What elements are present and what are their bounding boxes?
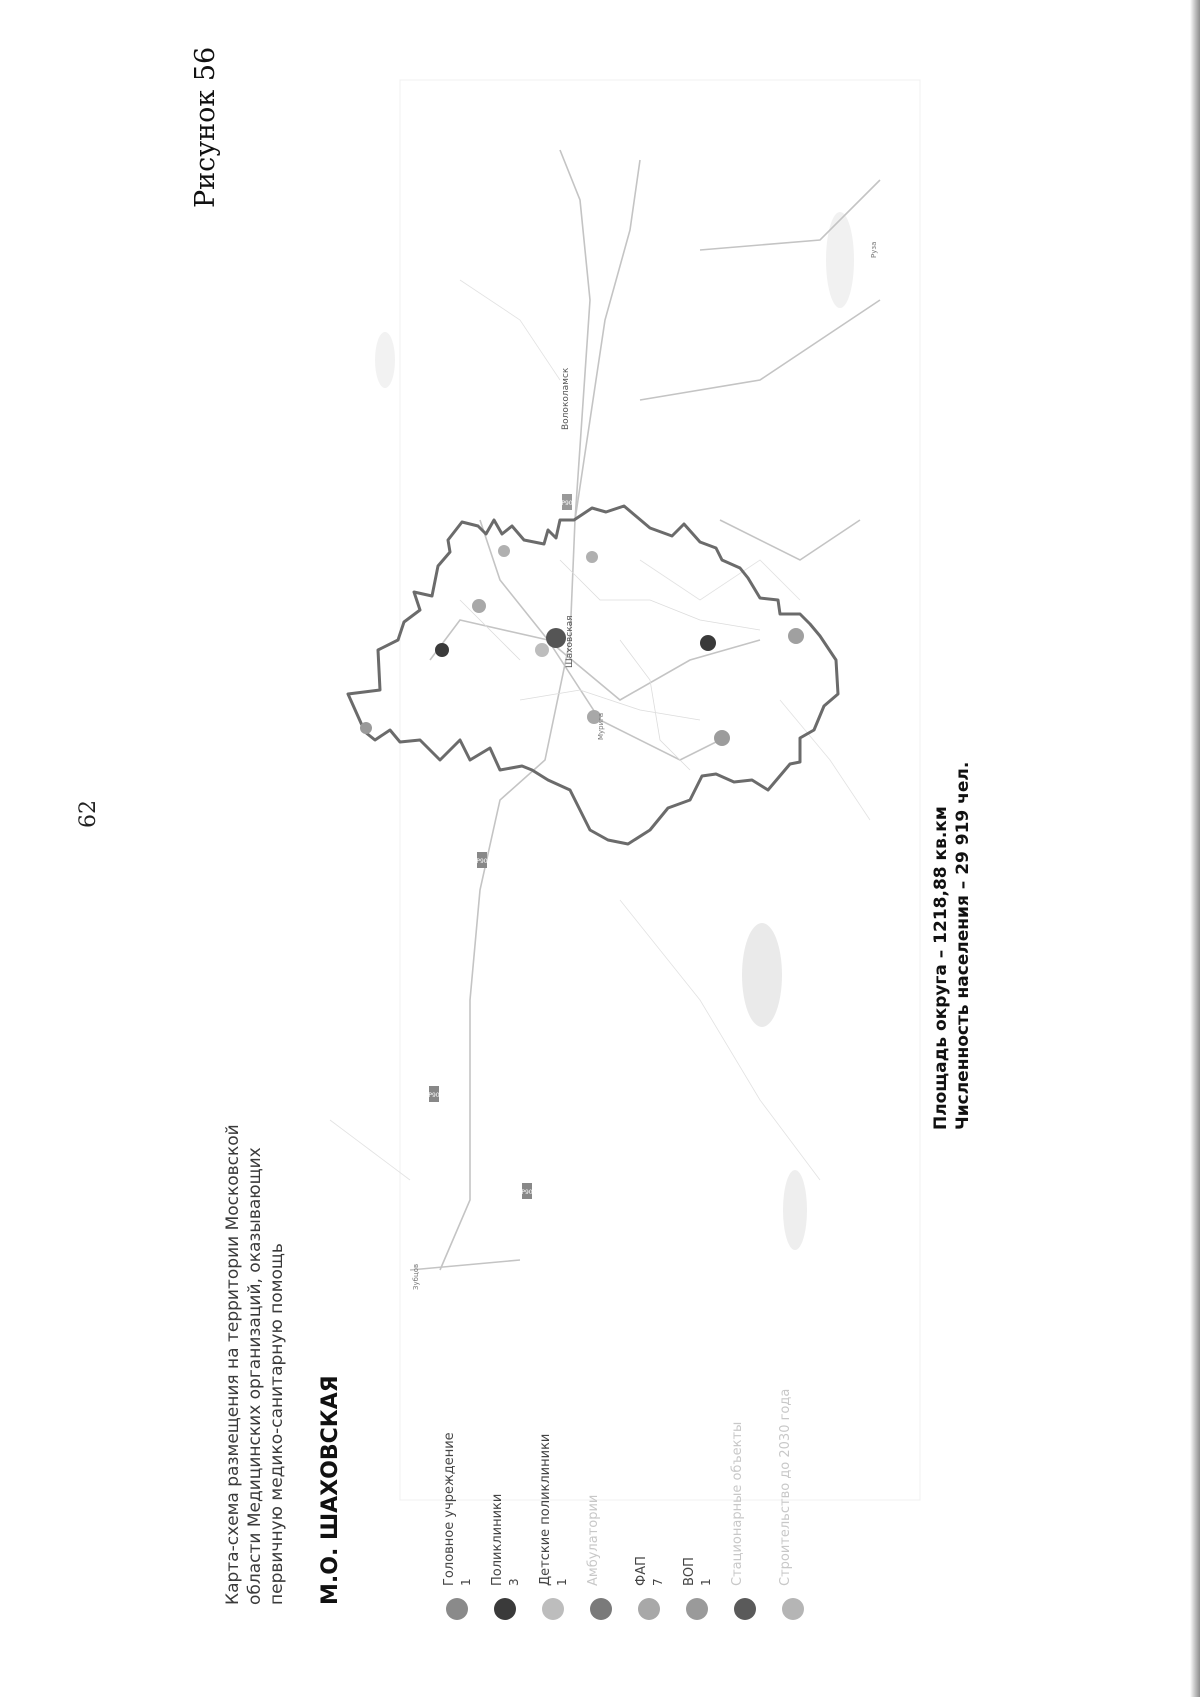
map-title-line: первичную медико-санитарную помощь (267, 1243, 287, 1605)
minor-road (460, 280, 560, 380)
page-number: 62 (76, 800, 101, 828)
legend-fap (634, 1140, 674, 1620)
legend-label: Амбулатории (586, 1494, 601, 1586)
minor-road (640, 560, 800, 600)
legend-ambulatories (586, 1140, 626, 1620)
svg-text:Р90: Р90 (521, 1189, 533, 1196)
marker-fap (788, 628, 804, 644)
figure-label: Рисунок 56 (190, 46, 221, 208)
road (560, 150, 590, 520)
road (640, 300, 880, 400)
road-shield (561, 494, 572, 510)
marker-children-polyclinic (535, 643, 549, 657)
district-stats (930, 762, 974, 1130)
legend-inpatient-objects (730, 1140, 770, 1620)
road (480, 520, 548, 640)
legend-label: ФАП (634, 1556, 649, 1586)
legend-dot (734, 1598, 756, 1620)
legend-dot (638, 1598, 660, 1620)
map-title-line: области Медицинских организаций, оказывающих (245, 1147, 265, 1605)
legend-count: 1 (699, 1578, 713, 1586)
legend-dot (446, 1598, 468, 1620)
legend-label: Головное учреждение (442, 1432, 457, 1586)
place-muriga: Мурига (597, 712, 605, 740)
legend-dot (686, 1598, 708, 1620)
marker-head-institution (546, 628, 566, 648)
legend-label: Поликлиники (490, 1493, 505, 1586)
svg-text:Р90: Р90 (476, 858, 488, 865)
road-shield (476, 852, 487, 868)
place-zubtsov: Зубцов (412, 1263, 420, 1290)
svg-text:Р90: Р90 (561, 500, 573, 507)
place-shakhovskaya: Шаховская (565, 615, 575, 668)
minor-road (780, 700, 870, 820)
legend-vop (682, 1140, 722, 1620)
legend-dot (782, 1598, 804, 1620)
legend-count: 7 (651, 1578, 665, 1586)
district-population: Численность населения – 29 919 чел. (953, 761, 973, 1130)
stream (460, 600, 520, 660)
legend-head-institution (442, 1140, 482, 1620)
road (700, 180, 880, 250)
legend-dot (542, 1598, 564, 1620)
legend-dot (494, 1598, 516, 1620)
legend-count: 3 (507, 1578, 521, 1586)
legend-dot (590, 1598, 612, 1620)
district-name: М.О. ШАХОВСКАЯ (318, 1375, 343, 1605)
forest-patch (375, 332, 395, 388)
stream (620, 640, 690, 770)
forest-patch (826, 212, 854, 308)
road (720, 520, 860, 560)
legend-label: ВОП (682, 1557, 697, 1586)
stream (520, 690, 700, 720)
legend-count: 1 (555, 1578, 569, 1586)
legend-construction (778, 1140, 818, 1620)
forest-patch (742, 923, 782, 1027)
map-title (222, 1124, 288, 1605)
legend-label: Стационарные объекты (730, 1421, 745, 1586)
legend-label: Строительство до 2030 года (778, 1388, 793, 1586)
svg-text:Р90: Р90 (428, 1092, 440, 1099)
legend-count: 1 (459, 1578, 473, 1586)
marker-fap (498, 545, 510, 557)
marker-fap (472, 599, 486, 613)
map-legend (442, 1100, 822, 1620)
legend-label: Детские поликлиники (538, 1433, 553, 1586)
legend-polyclinics (490, 1140, 533, 1620)
road-shield (428, 1086, 439, 1102)
stream (560, 560, 760, 630)
minor-road (330, 1120, 410, 1180)
marker-fap (714, 730, 730, 746)
place-rusa: Руза (870, 241, 878, 258)
district-area: Площадь округа – 1218,88 кв.км (931, 806, 951, 1130)
marker-fap (586, 551, 598, 563)
place-volokolamsk: Волоколамск (561, 367, 571, 430)
road (548, 640, 760, 700)
marker-polyclinic (700, 635, 716, 651)
marker-polyclinic (435, 643, 449, 657)
map-title-line: Карта-схема размещения на территории Московской (223, 1124, 243, 1605)
legend-children-polyclinics (538, 1140, 578, 1620)
marker-vop (360, 722, 372, 734)
